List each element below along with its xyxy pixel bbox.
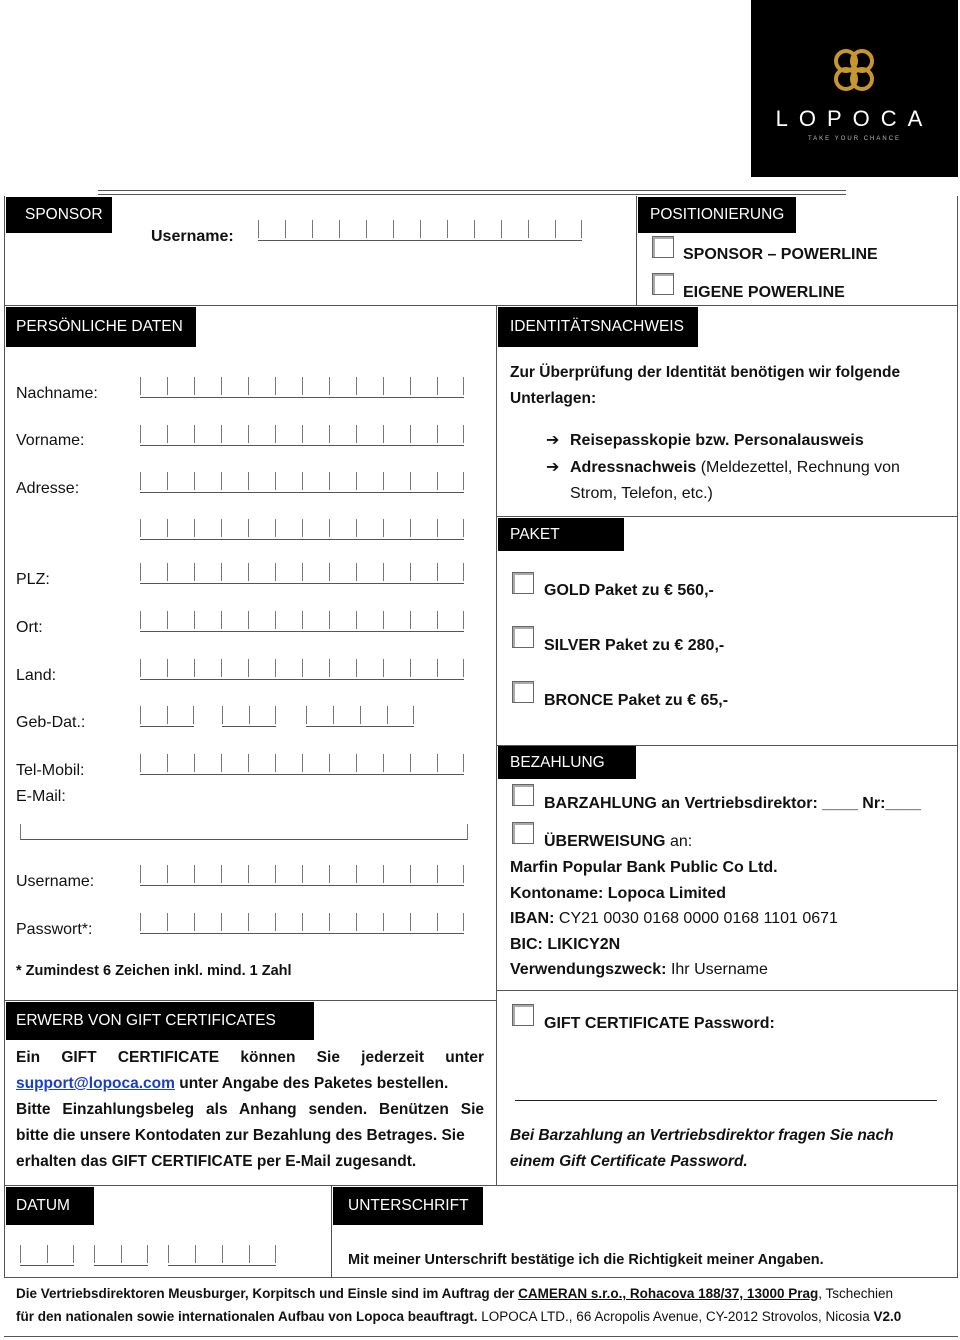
identity-header: IDENTITÄTSNACHWEIS	[498, 307, 698, 347]
zweck-value: Ihr Username	[666, 961, 768, 978]
vorname-field[interactable]	[140, 425, 464, 446]
identity-item-2	[570, 459, 900, 477]
frame-right	[957, 196, 958, 1278]
nachname-label: Nachname:	[16, 385, 98, 402]
silver-paket-checkbox[interactable]	[512, 626, 534, 648]
lopoca-flower-icon	[829, 44, 879, 96]
datum-month-field[interactable]	[94, 1245, 148, 1266]
logo	[751, 0, 958, 177]
email-label: E-Mail:	[16, 788, 66, 805]
username-label: Username:	[16, 873, 95, 890]
arrow-icon: ➔	[546, 432, 560, 449]
zweck-label: Verwendungszweck:	[510, 961, 667, 978]
rule-footer-top	[4, 1277, 958, 1278]
gift-line-4: bitte die unsere Kontodaten zur Bezahlung des Betrages. Sie	[16, 1127, 465, 1144]
gift-line-5: erhalten das GIFT CERTIFICATE per E-Mail zugesandt.	[16, 1153, 417, 1170]
gift-line-2	[16, 1071, 484, 1097]
footer-line-2	[16, 1305, 951, 1328]
username-field[interactable]	[140, 865, 464, 886]
iban-label: IBAN:	[510, 910, 555, 927]
identity-item-2-line2: Strom, Telefon, etc.)	[570, 485, 713, 502]
footer-line-2-a: für den nationalen sowie internationalen Aufbau von Lopoca beauftragt.	[16, 1309, 478, 1324]
gold-paket-checkbox[interactable]	[512, 572, 534, 594]
passwort-field[interactable]	[140, 913, 464, 934]
adresse-label: Adresse:	[16, 480, 80, 497]
verwendungszweck	[510, 961, 768, 979]
ort-label: Ort:	[16, 619, 43, 636]
gift-password-checkbox[interactable]	[512, 1004, 534, 1026]
rule-footer-bottom	[4, 1336, 958, 1337]
gift-password-label: GIFT CERTIFICATE Password:	[544, 1015, 775, 1032]
gift-text	[16, 1045, 484, 1175]
ueberweisung-checkbox[interactable]	[512, 822, 534, 844]
plz-label: PLZ:	[16, 571, 50, 588]
rule-pos-left	[636, 196, 637, 305]
geb-label: Geb-Dat.:	[16, 714, 86, 731]
gift-hint	[510, 1123, 894, 1175]
eigene-powerline-label: EIGENE POWERLINE	[683, 284, 845, 301]
iban	[510, 910, 838, 928]
geb-year-field[interactable]	[306, 706, 414, 727]
footer-line-2-b: LOPOCA LTD., 66 Acropolis Avenue, CY-2012 Strovolos, Nicosia	[477, 1309, 874, 1324]
kontoname: Kontoname: Lopoca Limited	[510, 885, 726, 902]
land-field[interactable]	[140, 659, 464, 680]
rule-datum-top	[4, 1185, 958, 1186]
silver-paket-label: SILVER Paket zu € 280,-	[544, 637, 725, 654]
password-note: * Zumindest 6 Zeichen inkl. mind. 1 Zahl	[16, 963, 292, 979]
plz-field[interactable]	[140, 563, 464, 584]
gift-line-3: Bitte Einzahlungsbeleg als Anhang senden. Benützen Sie	[16, 1101, 484, 1118]
vorname-label: Vorname:	[16, 432, 85, 449]
passwort-label: Passwort*:	[16, 921, 93, 938]
gift-line-1: Ein GIFT CERTIFICATE können Sie jederzeit unter	[16, 1049, 484, 1066]
email-field[interactable]	[20, 824, 468, 840]
rule-giftpw-top	[496, 990, 958, 991]
footer-line-1-b: , Tschechien	[818, 1286, 894, 1301]
nachname-field[interactable]	[140, 377, 464, 398]
identity-item-2-rest: (Meldezettel, Rechnung von	[696, 459, 900, 476]
bic: BIC: LIKICY2N	[510, 936, 621, 953]
tel-field[interactable]	[140, 754, 464, 775]
unterschrift-confirm: Mit meiner Unterschrift bestätige ich die Richtigkeit meiner Angaben.	[348, 1252, 824, 1268]
gift-line-2-rest: unter Angabe des Paketes bestellen.	[174, 1075, 449, 1092]
identity-item-2-bold: Adressnachweis	[570, 459, 697, 476]
ort-field[interactable]	[140, 611, 464, 632]
eigene-powerline-checkbox[interactable]	[652, 273, 674, 295]
datum-day-field[interactable]	[20, 1245, 74, 1266]
sponsor-header: SPONSOR	[6, 197, 112, 233]
barzahlung-checkbox[interactable]	[512, 784, 534, 806]
unterschrift-header: UNTERSCHRIFT	[333, 1187, 483, 1225]
logo-text: LOPOCA	[775, 106, 934, 131]
arrow-icon: ➔	[546, 459, 560, 476]
sponsor-powerline-label: SPONSOR – POWERLINE	[683, 246, 878, 263]
datum-header: DATUM	[6, 1187, 94, 1225]
support-email-link[interactable]: support@lopoca.com	[16, 1075, 175, 1092]
bronce-paket-checkbox[interactable]	[512, 681, 534, 703]
adresse-field-2[interactable]	[140, 519, 464, 540]
footer-cameran-link: CAMERAN s.r.o., Rohacova 188/37, 13000 Prag	[518, 1286, 819, 1301]
datum-year-field[interactable]	[168, 1245, 276, 1266]
iban-value: CY21 0030 0168 0000 0168 1101 0671	[554, 910, 838, 927]
top-rule-2	[98, 194, 846, 195]
gift-password-line[interactable]	[515, 1100, 937, 1101]
paket-header: PAKET	[498, 518, 624, 551]
rule-paket-top	[496, 516, 958, 517]
personal-header: PERSÖNLICHE DATEN	[6, 307, 196, 347]
ueberweisung-rest: an:	[665, 833, 693, 850]
frame-left	[4, 196, 5, 1278]
identity-intro: Zur Überprüfung der Identität benötigen wir folgende Unterlagen:	[510, 364, 901, 407]
footer-line-1	[16, 1282, 951, 1305]
sponsor-powerline-checkbox[interactable]	[652, 236, 674, 258]
geb-month-field[interactable]	[222, 706, 276, 727]
sponsor-username-field[interactable]	[258, 220, 582, 241]
identity-item-1: Reisepasskopie bzw. Personalausweis	[570, 432, 864, 449]
land-label: Land:	[16, 667, 57, 684]
tel-label: Tel-Mobil:	[16, 762, 85, 779]
sponsor-username-label: Username:	[151, 228, 234, 245]
rule-sponsor-bottom	[4, 305, 958, 306]
footer-version: V2.0	[873, 1309, 902, 1324]
logo-tagline: TAKE YOUR CHANCE	[807, 136, 902, 142]
gift-hint-line-1: Bei Barzahlung an Vertriebsdirektor fragen Sie nach	[510, 1127, 894, 1144]
positionierung-header: POSITIONIERUNG	[638, 197, 796, 233]
ueberweisung-bold: ÜBERWEISUNG	[544, 833, 666, 850]
footer	[16, 1282, 951, 1328]
top-rule	[98, 190, 846, 191]
bank-name: Marfin Popular Bank Public Co Ltd.	[510, 859, 778, 876]
adresse-field-1[interactable]	[140, 472, 464, 493]
gold-paket-label: GOLD Paket zu € 560,-	[544, 582, 714, 599]
gift-header: ERWERB VON GIFT CERTIFICATES	[6, 1002, 314, 1040]
geb-day-field[interactable]	[140, 706, 194, 727]
gift-hint-line-2: einem Gift Certificate Password.	[510, 1153, 748, 1170]
rule-gift-top	[4, 1000, 497, 1001]
rule-datum-right	[331, 1185, 332, 1278]
bezahlung-header: BEZAHLUNG	[498, 746, 636, 779]
bronce-paket-label: BRONCE Paket zu € 65,-	[544, 692, 729, 709]
footer-line-1-a: Die Vertriebsdirektoren Meusburger, Korpitsch und Einsle sind im Auftrag der	[16, 1286, 519, 1301]
ueberweisung-label	[544, 833, 692, 851]
barzahlung-label: BARZAHLUNG an Vertriebsdirektor: ____ Nr:____	[544, 795, 922, 812]
